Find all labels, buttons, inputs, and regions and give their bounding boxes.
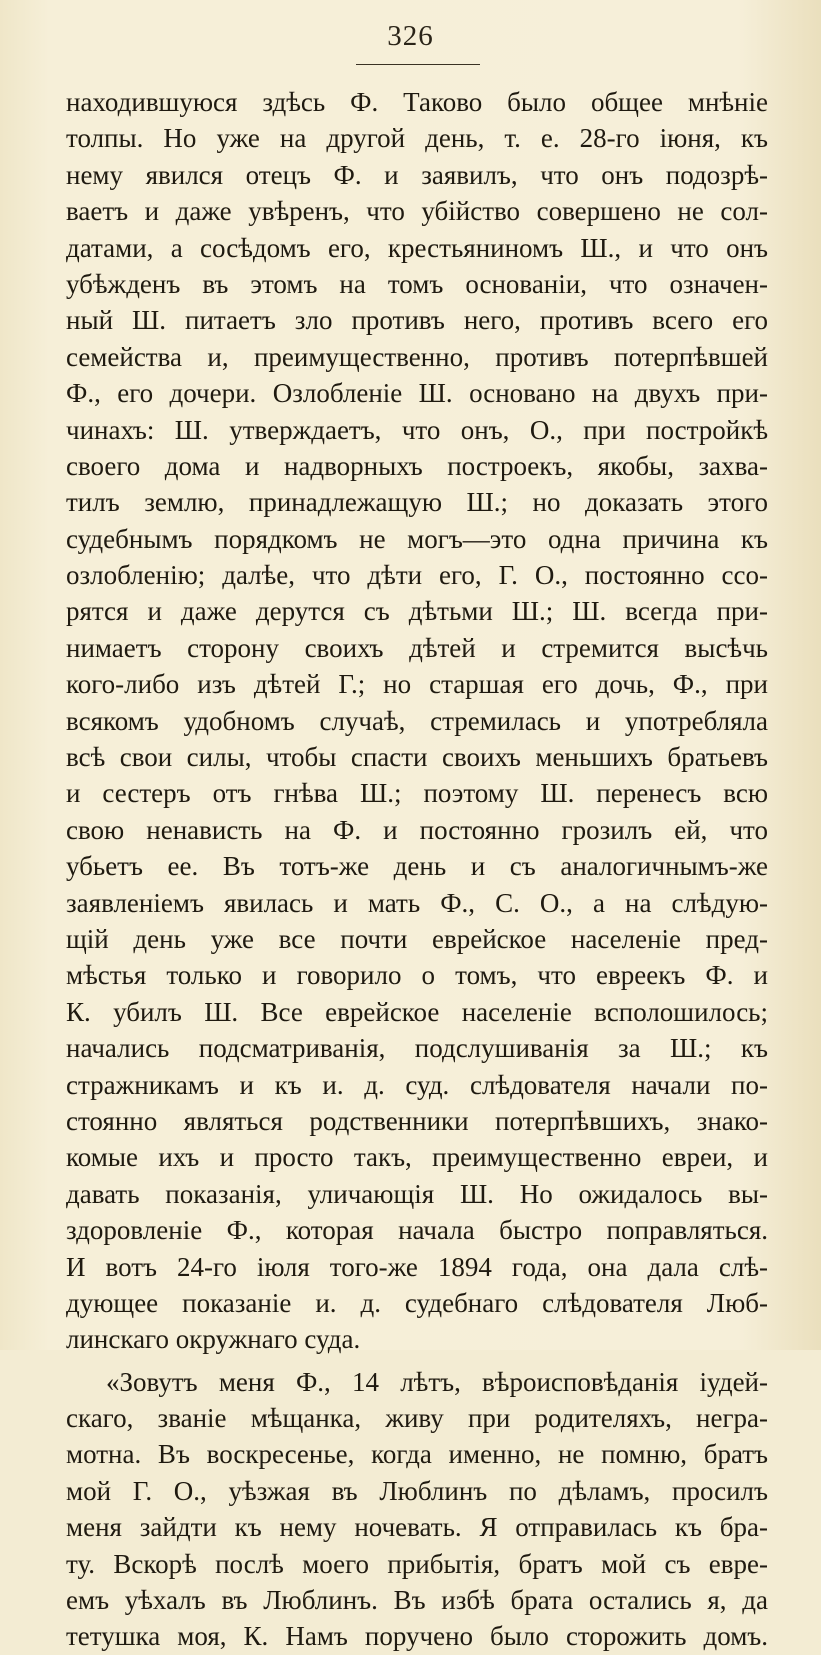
text-line: стражникамъ и къ и. д. суд. слѣдователя начали по- [66,1069,768,1100]
page-number: 326 [387,20,434,52]
text-line: нимаетъ сторону своихъ дѣтей и стремится высѣчь [66,632,768,663]
text-line: убьетъ ее. Въ тотъ-же день и съ аналогичнымъ-же [66,851,768,882]
text-line: семейства и, преимущественно, противъ потерпѣвшей [66,341,768,372]
text-line: мой Г. О., уѣзжая въ Люблинъ по дѣламъ, просилъ [66,1475,768,1506]
text-line: скаго, званіе мѣщанка, живу при родителяхъ, негра- [66,1403,768,1434]
text-line: «Зовутъ меня Ф., 14 лѣтъ, вѣроисповѣданія іудей- [106,1366,768,1397]
text-line: судебнымъ порядкомъ не могъ—это одна причина къ [66,523,768,554]
text-line: И вотъ 24-го іюля того-же 1894 года, она дала слѣ- [66,1251,768,1282]
text-line: меня зайдти къ нему ночевать. Я отправилась къ бра- [66,1512,768,1543]
text-line: заявленіемъ явилась и мать Ф., С. О., а на слѣдую- [66,887,768,918]
paragraph-2 [66,1364,768,1655]
text-line: стоянно являться родственники потерпѣвшихъ, знако- [66,1105,768,1136]
body-text [66,84,768,1655]
text-line: ный Ш. питаетъ зло противъ него, противъ всего его [66,305,768,336]
text-line: кого-либо изъ дѣтей Г.; но старшая его дочь, Ф., при [66,669,768,700]
text-line: ту. Вскорѣ послѣ моего прибытія, братъ мой съ евре- [66,1548,768,1579]
text-line: линскаго окружнаго суда. [66,1324,361,1355]
text-line: мотна. Въ воскресенье, когда именно, не помню, братъ [66,1439,768,1470]
text-line: щій день уже все почти еврейское населеніе пред- [66,923,768,954]
text-line: убѣжденъ въ этомъ на томъ основаніи, что означен- [66,268,768,299]
text-line: комые ихъ и просто такъ, преимущественно евреи, и [66,1142,768,1173]
text-line: тетушка моя, К. Намъ поручено было сторожить домъ. [66,1621,768,1652]
text-line: начались подсматриванія, подслушиванія за Ш.; къ [66,1033,768,1064]
text-line: мѣстья только и говорило о томъ, что евреекъ Ф. и [66,960,768,991]
text-line: Ф., его дочери. Озлобленіе Ш. основано на двухъ при- [66,378,768,409]
text-line: озлобленію; далѣе, что дѣти его, Г. О., постоянно ссо- [66,560,768,591]
text-line: находившуюся здѣсь Ф. Таково было общее мнѣніе [66,87,768,117]
text-line: емъ уѣхалъ въ Люблинъ. Въ избѣ брата остались я, да [66,1585,768,1616]
text-line: всѣ свои силы, чтобы спасти своихъ меньшихъ братьевъ [66,742,768,773]
text-line: чинахъ: Ш. утверждаетъ, что онъ, О., при постройкѣ [66,414,768,445]
text-line: нему явился отецъ Ф. и заявилъ, что онъ подозрѣ- [66,159,768,190]
page-number-rule [356,64,480,65]
text-line: и сестеръ отъ гнѣва Ш.; поэтому Ш. перенесъ всю [66,778,768,809]
paragraph-1 [66,84,768,1358]
text-line: дующее показаніе и. д. судебнаго слѣдователя Люб- [66,1287,768,1318]
text-line: здоровленіе Ф., которая начала быстро поправляться. [66,1215,768,1246]
text-line: толпы. Но уже на другой день, т. е. 28-го іюня, къ [66,123,768,154]
text-line: свою ненависть на Ф. и постоянно грозилъ ей, что [66,814,768,845]
text-line: всякомъ удобномъ случаѣ, стремилась и употребляла [66,705,768,736]
text-line: своего дома и надворныхъ построекъ, якобы, захва- [66,450,768,481]
text-line: датами, а сосѣдомъ его, крестьяниномъ Ш., и что онъ [66,232,768,263]
text-line: рятся и даже дерутся съ дѣтьми Ш.; Ш. всегда при- [66,596,768,627]
text-line: тилъ землю, принадлежащую Ш.; но доказать этого [66,487,768,518]
text-line: К. убилъ Ш. Все еврейское населеніе всполошилось; [66,996,768,1027]
text-line: ваетъ и даже увѣренъ, что убійство совершено не сол- [66,196,768,227]
text-line: давать показанія, уличающія Ш. Но ожидалось вы- [66,1178,768,1209]
